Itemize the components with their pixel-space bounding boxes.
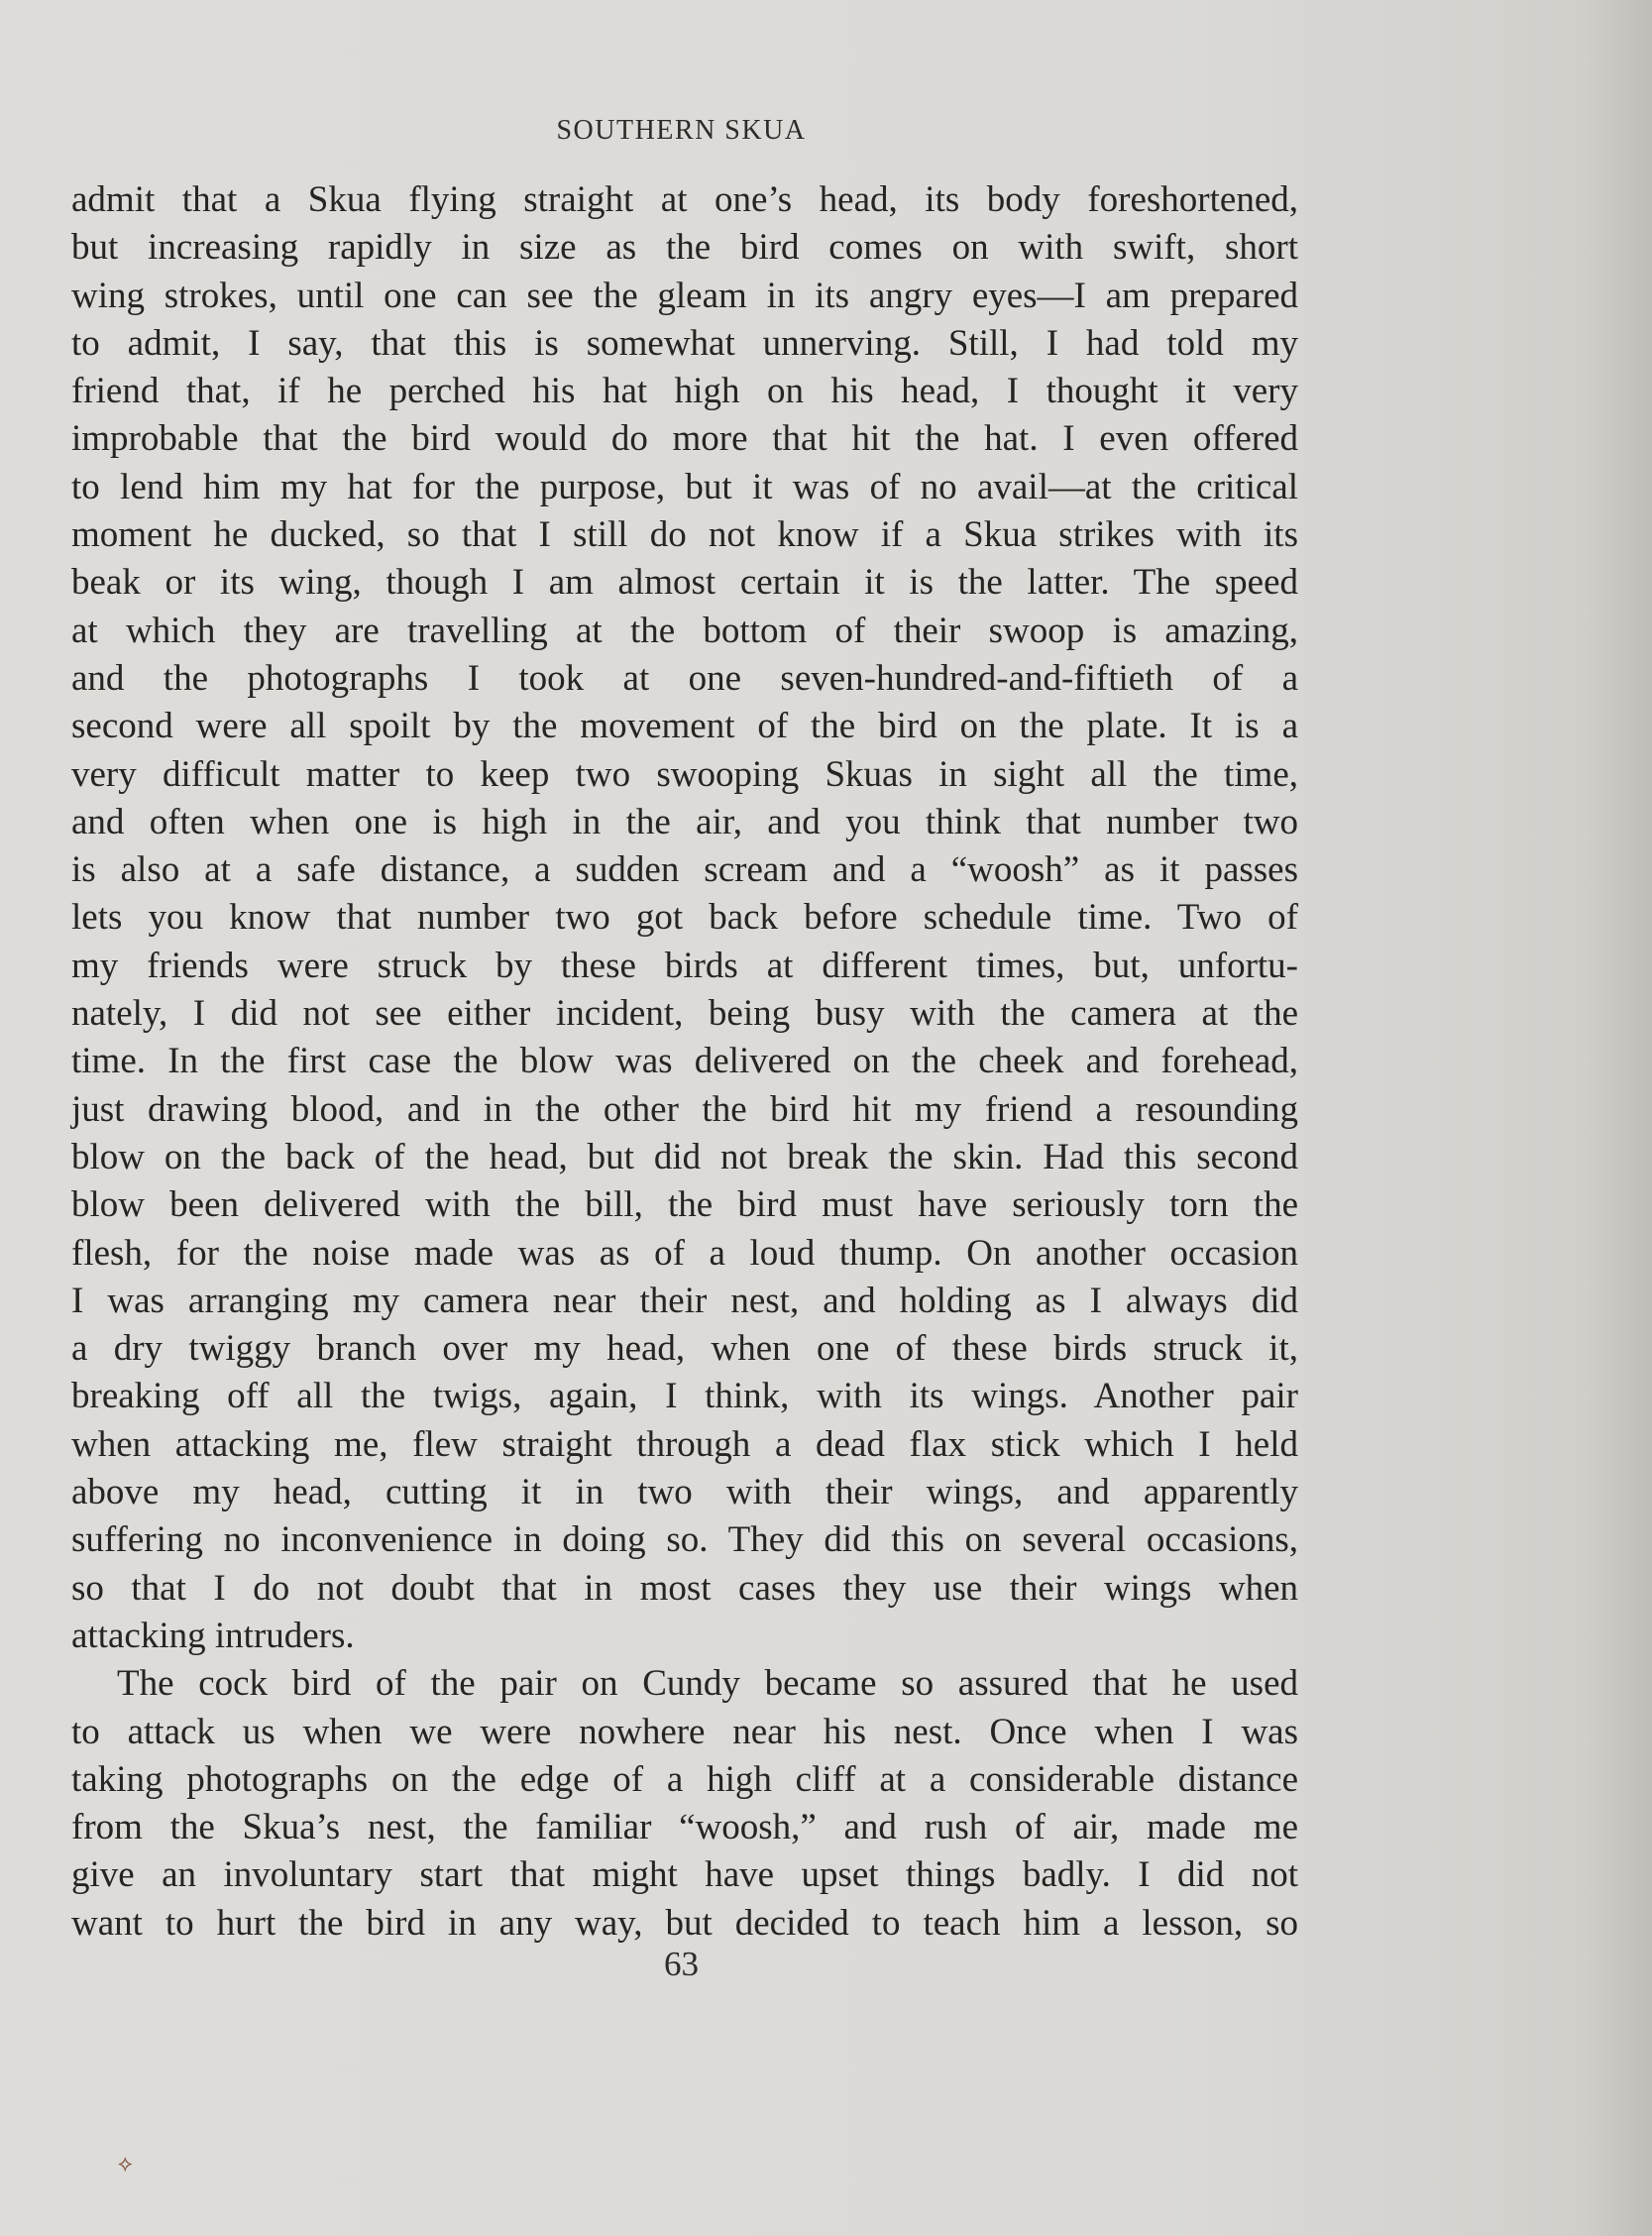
text-line: is also at a safe distance, a sudden scream and a “woosh” as it passes xyxy=(71,849,1298,891)
text-line: lets you know that number two got back before schedule time. Two of xyxy=(71,897,1298,939)
text-line: but increasing rapidly in size as the bird comes on with swift, short xyxy=(71,227,1298,269)
ink-mark: ⟡ xyxy=(118,2151,133,2176)
text-line: my friends were struck by these birds at different times, but, unfortu- xyxy=(71,945,1298,986)
text-line: to admit, I say, that this is somewhat unnerving. Still, I had told my xyxy=(71,322,1298,364)
text-line: nately, I did not see either incident, being busy with the camera at the xyxy=(71,993,1298,1035)
text-line: and often when one is high in the air, and you think that number two xyxy=(71,801,1298,842)
text-line: beak or its wing, though I am almost certain it is the latter. The speed xyxy=(71,562,1298,604)
page-number: 63 xyxy=(664,1945,699,1983)
body-text xyxy=(71,176,1298,1948)
text-line: a dry twiggy branch over my head, when one of these birds struck it, xyxy=(71,1328,1298,1370)
text-line: to attack us when we were nowhere near his nest. Once when I was xyxy=(71,1711,1298,1752)
text-line: to lend him my hat for the purpose, but it was of no avail—at the critical xyxy=(71,466,1298,507)
text-line: above my head, cutting it in two with their wings, and apparently xyxy=(71,1472,1298,1513)
paragraph xyxy=(71,176,1298,1660)
text-line: taking photographs on the edge of a high cliff at a considerable distance xyxy=(71,1758,1298,1800)
page-edge-shadow xyxy=(1583,0,1652,2236)
text-line: just drawing blood, and in the other the bird hit my friend a resounding xyxy=(71,1088,1298,1130)
text-line: moment he ducked, so that I still do not know if a Skua strikes with its xyxy=(71,514,1298,556)
text-line: blow on the back of the head, but did not break the skin. Had this second xyxy=(71,1136,1298,1177)
text-line: The cock bird of the pair on Cundy became so assured that he used xyxy=(117,1663,1298,1705)
text-line: suffering no inconvenience in doing so. They did this on several occasions, xyxy=(71,1519,1298,1561)
text-line: want to hurt the bird in any way, but decided to teach him a lesson, so xyxy=(71,1902,1298,1944)
text-line: blow been delivered with the bill, the bird must have seriously torn the xyxy=(71,1184,1298,1226)
text-line: from the Skua’s nest, the familiar “woosh,” and rush of air, made me xyxy=(71,1807,1298,1848)
text-line: time. In the first case the blow was delivered on the cheek and forehead, xyxy=(71,1041,1298,1082)
text-line: I was arranging my camera near their nest, and holding as I always did xyxy=(71,1280,1298,1321)
text-line: wing strokes, until one can see the gleam in its angry eyes—I am prepared xyxy=(71,275,1298,316)
text-line: second were all spoilt by the movement of the bird on the plate. It is a xyxy=(71,706,1298,747)
text-line: give an involuntary start that might have upset things badly. I did not xyxy=(71,1854,1298,1896)
text-line: when attacking me, flew straight through a dead flax stick which I held xyxy=(71,1423,1298,1465)
text-line: breaking off all the twigs, again, I think, with its wings. Another pair xyxy=(71,1376,1298,1417)
text-line: attacking intruders. xyxy=(71,1615,355,1656)
running-head: SOUTHERN SKUA xyxy=(556,115,807,146)
text-line: very difficult matter to keep two swooping Skuas in sight all the time, xyxy=(71,753,1298,795)
paragraph xyxy=(71,1660,1298,1948)
text-line: flesh, for the noise made was as of a loud thump. On another occasion xyxy=(71,1232,1298,1274)
text-line: improbable that the bird would do more that hit the hat. I even offered xyxy=(71,418,1298,460)
text-line: so that I do not doubt that in most cases they use their wings when xyxy=(71,1567,1298,1609)
text-line: and the photographs I took at one seven-hundred-and-fiftieth of a xyxy=(71,657,1298,699)
text-line: admit that a Skua flying straight at one’s head, its body foreshortened, xyxy=(71,179,1298,220)
text-line: at which they are travelling at the bottom of their swoop is amazing, xyxy=(71,610,1298,651)
text-line: friend that, if he perched his hat high on his head, I thought it very xyxy=(71,371,1298,412)
